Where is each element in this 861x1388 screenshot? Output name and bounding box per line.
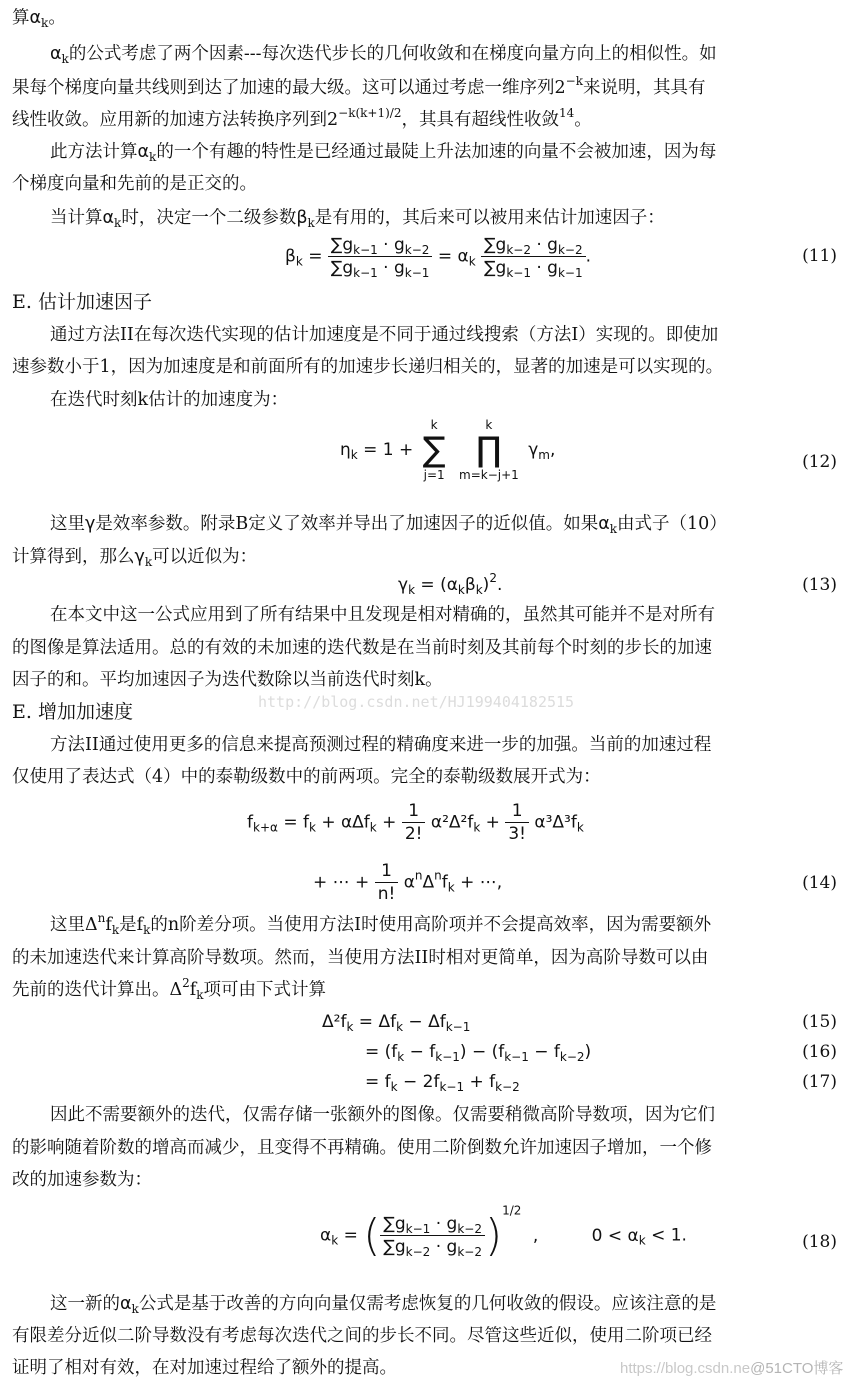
text: 来说明，其具有 <box>582 78 706 98</box>
text: f <box>189 980 197 1000</box>
text: ) − (f <box>459 1042 505 1062</box>
paragraph-line: 的图像是算法适用。总的有效的未加速的迭代数是在当前时刻及其前每个时刻的步长的加速 <box>12 638 712 658</box>
paragraph-line: 通过方法II在每次迭代实现的估计加速度是不同于通过线搜索（方法I）实现的。即使加 <box>50 325 719 345</box>
gamma-symbol: γ <box>398 575 409 595</box>
paragraph-line: 仅使用了表达式（4）中的泰勒级数中的前两项。完全的泰勒级数展开式为： <box>12 767 601 787</box>
paragraph-line: 速参数小于1，因为加速度是和前面所有的加速步长递归相关的，显著的加速是可以实现的。 <box>12 357 724 377</box>
subscript: k <box>369 820 377 835</box>
subscript: k <box>390 1080 398 1094</box>
text: = (f <box>365 1042 398 1062</box>
equation-13 <box>398 571 503 597</box>
subscript: k <box>447 880 455 895</box>
text: ∑g <box>484 235 507 255</box>
text: · g <box>377 235 405 255</box>
text: ) <box>482 575 490 595</box>
text: + f <box>464 1072 496 1092</box>
text: + ⋯, <box>454 872 503 893</box>
summation: k ∑ j=1 <box>422 418 446 482</box>
paragraph-fragment <box>12 6 66 30</box>
subscript: k−2 <box>457 1245 482 1259</box>
right-paren: ) <box>484 1210 503 1261</box>
text: 公式是基于改善的方向向量仅需考虑恢复的几何收敛的假设。应该注意的是 <box>138 1294 717 1314</box>
subscript: k−2 <box>404 243 430 257</box>
superscript: 2 <box>489 571 497 585</box>
subscript: k <box>396 1020 404 1034</box>
subscript: k <box>350 448 358 462</box>
text: 时，决定一个二级参数 <box>121 208 297 228</box>
text: , <box>532 1225 539 1246</box>
equation-number: (15) <box>802 1012 837 1032</box>
beta-symbol: β <box>296 208 308 228</box>
alpha-symbol: α <box>598 514 610 534</box>
subscript: k−2 <box>506 243 531 257</box>
gamma-symbol: γ <box>528 440 539 460</box>
text: 。 <box>48 8 66 28</box>
text: 由式子（10） <box>617 514 727 534</box>
citation-ref: 14 <box>558 106 575 120</box>
subscript: k <box>295 254 303 269</box>
alpha-symbol: α <box>137 142 150 162</box>
subscript: k−1 <box>557 266 583 280</box>
paragraph-line: 的未加速迭代来计算高阶导数项。然而，当使用方法II时相对更简单，因为高阶导数可以由 <box>12 948 709 968</box>
text: α²Δ²f <box>430 812 474 833</box>
text: ) <box>584 1042 592 1062</box>
section-heading: E. 增加加速度 <box>12 701 133 723</box>
constraint: 0 < α <box>591 1225 639 1246</box>
text: f <box>105 915 112 935</box>
paragraph-line: 改的加速参数为： <box>12 1170 152 1190</box>
subscript: k−1 <box>435 1050 460 1064</box>
alpha-symbol: α <box>457 246 469 267</box>
subscript: k+α <box>253 820 278 835</box>
watermark-brand: @51CTO博客 <box>750 1360 844 1377</box>
watermark: http://blog.csdn.net/HJ199404182515 <box>258 693 575 711</box>
superscript: n <box>97 911 106 925</box>
text: 这里Δ <box>50 915 98 935</box>
subscript: k <box>114 216 122 230</box>
equation-15 <box>322 1012 470 1032</box>
text: · g <box>430 1237 458 1257</box>
left-paren: ( <box>363 1210 381 1261</box>
paragraph-line: 有限差分近似二阶导数没有考虑每次迭代之间的步长不同。尽管这些近似，使用二阶项已经 <box>12 1326 712 1346</box>
subscript: k−2 <box>405 1245 431 1259</box>
text: ∑g <box>484 258 507 278</box>
delta-symbol: Δ <box>422 872 435 893</box>
equation-number: (13) <box>802 575 837 595</box>
equation-number: (12) <box>802 452 837 472</box>
watermark-url: https://blog.csdn.ne <box>620 1360 751 1377</box>
subscript: k <box>473 820 481 835</box>
text: f <box>247 812 253 833</box>
text: = Δf <box>353 1012 397 1032</box>
text: 算 <box>12 8 30 28</box>
subscript: m <box>538 448 550 462</box>
text: ，其具有超线性收敛 <box>401 110 559 130</box>
upper-limit: k <box>430 418 438 432</box>
fraction <box>481 234 586 279</box>
subscript: k <box>609 522 618 536</box>
constraint: < 1. <box>645 1225 687 1246</box>
text: ∑g <box>330 235 354 255</box>
text: · g <box>530 235 558 255</box>
text: 先前的迭代计算出。Δ <box>12 980 183 1000</box>
beta-symbol: β <box>464 575 476 595</box>
superscript: −k <box>565 74 583 88</box>
paragraph-line: 的影响随着阶数的增高而减少，且变得不再精确。使用二阶倒数允许加速因子增加，一个修 <box>12 1138 712 1158</box>
subscript: k−2 <box>457 1222 482 1236</box>
product: k ∏ m=k−j+1 <box>459 418 519 482</box>
denominator: 2! <box>404 824 423 844</box>
text: 是f <box>119 915 144 935</box>
subscript: k <box>196 988 204 1002</box>
superscript: n <box>414 868 423 883</box>
section-heading: E. 估计加速因子 <box>12 291 152 313</box>
text: · g <box>377 258 405 278</box>
equation-11: $\beta_k$ = $\frac{\sum g_{k-1} \cdot g_{k-2}}{\sum g_{k-1} \cdot g_{k-1}}$ = $\alpha_k$ $\frac{\sum g_{k-2} \cdot g_{k-2}}{\sum g_{k-1} \cdot g_{k-1}}$ . <box>285 235 592 280</box>
text: 这里 <box>50 514 85 534</box>
superscript: −k(k+1)/2 <box>338 106 402 120</box>
subscript: k <box>576 820 584 835</box>
equation-number: (14) <box>802 873 837 893</box>
subscript: k <box>41 16 49 30</box>
subscript: k−1 <box>445 1020 471 1034</box>
alpha-symbol: α <box>320 1225 332 1246</box>
text: 的公式考虑了两个因素---每次迭代步长的几何收敛和在梯度向量方向上的相似性。如 <box>68 44 717 64</box>
text: α³Δ³f <box>534 812 577 833</box>
subscript: k <box>468 254 476 269</box>
text: + ⋯ + <box>313 872 375 893</box>
alpha-symbol: α <box>120 1294 132 1314</box>
subscript: k <box>408 583 416 597</box>
fraction <box>505 800 529 845</box>
subscript: k <box>144 555 153 569</box>
text: 可以近似为： <box>152 547 258 567</box>
text: 线性收敛。应用新的加速方法转换序列到2 <box>12 110 339 130</box>
alpha-symbol: α <box>403 872 415 893</box>
equation-number: (17) <box>802 1072 837 1092</box>
eta-symbol: η <box>340 440 351 460</box>
text: 当计算 <box>50 208 103 228</box>
paragraph-line <box>12 172 257 196</box>
text: − 2f <box>397 1072 440 1092</box>
lower-limit: j=1 <box>423 468 445 482</box>
text: 个梯度向量和先前的是正交的。 <box>12 174 257 194</box>
text: Δ²f <box>322 1012 347 1032</box>
equals: = <box>308 246 328 267</box>
numerator: 1 <box>375 860 399 883</box>
equals: = <box>437 246 458 267</box>
equation-16 <box>365 1042 591 1062</box>
subscript: k <box>346 1020 354 1034</box>
text: 果每个梯度向量共线则到达了加速的最大级。这可以通过考虑一维序列2 <box>12 78 566 98</box>
equation-17 <box>365 1072 520 1092</box>
text: ∑g <box>383 1237 406 1257</box>
paragraph-line <box>12 108 592 132</box>
paragraph-line: 在迭代时刻k估计的加速度为： <box>50 390 289 410</box>
equation-number: (16) <box>802 1042 837 1062</box>
text: 。 <box>574 110 592 130</box>
subscript: k−1 <box>405 1222 431 1236</box>
paragraph-line <box>50 512 727 536</box>
text: ∑g <box>383 1214 406 1234</box>
superscript: n <box>434 868 442 883</box>
text: = (α <box>415 575 458 595</box>
text: 是有用的，其后来可以被用来估计加速因子： <box>314 208 665 228</box>
text: 计算得到，那么 <box>12 547 135 567</box>
paragraph-line <box>50 140 716 164</box>
superscript: 2 <box>182 976 190 990</box>
text: = f <box>277 812 309 833</box>
subscript: k−1 <box>504 1050 529 1064</box>
subscript: k <box>131 1302 139 1316</box>
text: f <box>441 872 448 893</box>
text: 项可由下式计算 <box>203 980 327 1000</box>
paragraph-line <box>50 206 665 230</box>
numerator: 1 <box>505 800 529 823</box>
subscript: k−2 <box>495 1080 520 1094</box>
text: + <box>376 812 402 833</box>
fraction <box>380 1213 485 1258</box>
text: − Δf <box>403 1012 446 1032</box>
numerator: 1 <box>402 800 426 823</box>
subscript: k−1 <box>353 243 378 257</box>
upper-limit: k <box>485 418 493 432</box>
subscript: k−1 <box>353 266 378 280</box>
paragraph-line <box>12 978 326 1002</box>
beta-symbol: β <box>285 246 296 267</box>
text: = 1 + <box>363 440 414 460</box>
lower-limit: m=k−j+1 <box>459 468 519 482</box>
alpha-symbol: α <box>102 208 115 228</box>
subscript: k−2 <box>559 1050 585 1064</box>
text: − f <box>404 1042 436 1062</box>
paragraph-line: 因子的和。平均加速因子为迭代数除以当前迭代时刻k。 <box>12 670 443 690</box>
alpha-symbol: α <box>29 8 42 28</box>
text: ∑g <box>330 258 354 278</box>
equation-12 <box>340 418 555 482</box>
paragraph-line: 在本文中这一公式应用到了所有结果中且发现是相对精确的，虽然其可能并不是对所有 <box>50 605 715 625</box>
subscript: k <box>149 150 157 164</box>
subscript: k <box>308 820 316 835</box>
paragraph-line <box>12 76 705 100</box>
fraction <box>328 234 433 279</box>
exponent: 1/2 <box>502 1203 522 1218</box>
text: 这一新的 <box>50 1294 120 1314</box>
subscript: k <box>307 216 315 230</box>
subscript: k <box>61 52 69 66</box>
text: + <box>480 812 506 833</box>
subscript: k <box>638 1233 646 1248</box>
text: , <box>549 440 556 460</box>
paragraph-line <box>50 42 717 66</box>
subscript: k−1 <box>506 266 531 280</box>
subscript: k−1 <box>439 1080 465 1094</box>
denominator: 3! <box>508 824 526 844</box>
subscript: k <box>475 583 483 597</box>
paragraph-line: 方法II通过使用更多的信息来提高预测过程的精确度来进一步的加强。当前的加速过程 <box>50 735 712 755</box>
text: · g <box>430 1214 458 1234</box>
fraction <box>402 800 426 845</box>
equation-14-line-1 <box>247 800 584 845</box>
text: 是效率参数。附录B定义了效率并导出了加速因子的近似值。如果 <box>95 514 599 534</box>
text: · g <box>530 258 558 278</box>
denominator: n! <box>377 884 396 904</box>
subscript: k <box>457 583 465 597</box>
paragraph-line <box>50 913 711 937</box>
gamma-symbol: γ <box>85 514 96 534</box>
fraction <box>375 860 399 905</box>
subscript: k <box>397 1050 405 1064</box>
gamma-symbol: γ <box>134 547 145 567</box>
equation-number: (18) <box>802 1232 837 1252</box>
text: 的n阶差分项。当使用方法I时使用高阶项并不会提高效率，因为需要额外 <box>150 915 712 935</box>
subscript: k <box>331 1233 339 1248</box>
subscript: k−2 <box>557 243 583 257</box>
paragraph-line: 证明了相对有效，在对加速过程给了额外的提高。 <box>12 1358 397 1378</box>
paragraph-line <box>12 545 257 569</box>
text: 的一个有趣的特性是已经通过最陡上升法加速的向量不会被加速，因为每 <box>156 142 717 162</box>
text: = f <box>365 1072 391 1092</box>
text: − f <box>528 1042 560 1062</box>
paragraph-line: 因此不需要额外的迭代，仅需存储一张额外的图像。仅需要稍微高阶导数项，因为它们 <box>50 1105 715 1125</box>
text: = <box>338 1225 364 1246</box>
equation-18 <box>320 1203 687 1261</box>
subscript: k <box>143 923 151 937</box>
text: . <box>496 575 503 595</box>
alpha-symbol: α <box>50 44 62 64</box>
equation-number: (11) <box>802 246 837 266</box>
text: 此方法计算 <box>50 142 138 162</box>
equation-14-line-2 <box>313 860 502 905</box>
watermark <box>620 1357 843 1378</box>
subscript: k−1 <box>404 266 430 280</box>
text: + αΔf <box>315 812 370 833</box>
paragraph-line <box>50 1292 716 1316</box>
subscript: k <box>111 923 120 937</box>
